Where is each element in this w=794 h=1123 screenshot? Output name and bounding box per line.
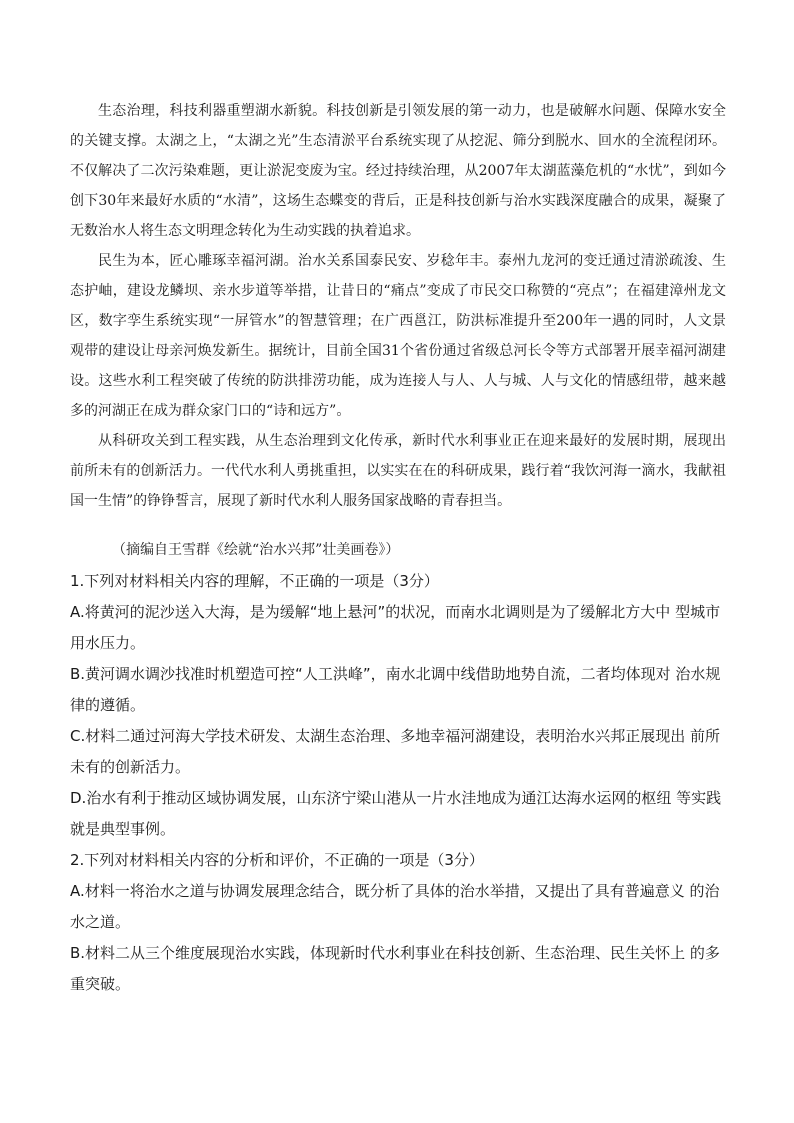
question-stem: 1.下列对材料相关内容的理解，不正确的一项是（3分） [70,572,439,590]
question-option-d: D.治水有利于推动区域协调发展，山东济宁梁山港从一片水洼地成为通江达海水运网的枢纽 等实践就是典型事例。 [70,789,722,838]
question-option-a: A.材料一将治水之道与协调发展理念结合，既分析了具体的治水举措，又提出了具有普遍意义 的治水之道。 [70,882,720,931]
question-option-b: B.材料二从三个维度展现治水实践，体现新时代水利事业在科技创新、生态治理、民生关怀上 的多重突破。 [70,944,720,993]
passage-paragraph-3: 从科研攻关到工程实践，从生态治理到文化传承，新时代水利事业正在迎来最好的发展时期，展现出前所未有的创新活力。一代代水利人勇挑重担，以实实在在的科研成果，践行着“我饮河海一滴水，我献祖国一生情”的铮铮誓言，展现了新时代水利人服务国家战略的青春担当。 [70,433,726,509]
question-option-a: A.将黄河的泥沙送入大海，是为缓解“地上悬河”的状况，而南水北调则是为了缓解北方大中 型城市用水压力。 [70,603,721,652]
question-stem: 2.下列对材料相关内容的分析和评价，不正确的一项是（3分） [70,851,484,869]
question-option-b: B.黄河调水调沙找准时机塑造可控“人工洪峰”，南水北调中线借助地势自流，二者均体现对 治水规律的遵循。 [70,665,721,714]
source-citation: （摘编自王雪群《绘就“治水兴邦”壮美画卷》） [112,542,400,558]
reading-passage [70,96,726,516]
question-1 [70,566,726,845]
passage-paragraph-1: 生态治理，科技利器重塑湖水新貌。科技创新是引领发展的第一动力，也是破解水问题、保障水安全的关键支撑。太湖之上，“太湖之光”生态清淤平台系统实现了从挖泥、筛分到脱水、回水的全流程闭环。不仅解决了二次污染难题，更让淤泥变废为宝。经过持续治理，从2007年太湖蓝藻危机的“水忧”，到如今创下30年来最好水质的“水清”，这场生态蝶变的背后，正是科技创新与治水实践深度融合的成果，凝聚了无数治水人将生态文明理念转化为生动实践的执着追求。 [70,103,726,239]
question-list [70,566,726,1000]
question-2 [70,845,726,1000]
passage-paragraph-2: 民生为本，匠心雕琢幸福河湖。治水关系国泰民安、岁稔年丰。泰州九龙河的变迁通过清淤疏浚、生态护岫，建设龙鳞坝、亲水步道等举措，让昔日的“痛点”变成了市民交口称赞的“亮点”；在福建漳州龙文区，数字孪生系统实现“一屏管水”的智慧管理；在广西邕江，防洪标准提升至200年一遇的同时，人文景观带的建设让母亲河焕发新生。据统计，目前全国31个省份通过省级总河长令等方式部署开展幸福河湖建设。这些水利工程突破了传统的防洪排涝功能，成为连接人与人、人与城、人与文化的情感纽带，越来越多的河湖正在成为群众家门口的“诗和远方”。 [70,253,726,419]
question-option-c: C.材料二通过河海大学技术研发、太湖生态治理、多地幸福河湖建设，表明治水兴邦正展现出 前所未有的创新活力。 [70,727,721,776]
